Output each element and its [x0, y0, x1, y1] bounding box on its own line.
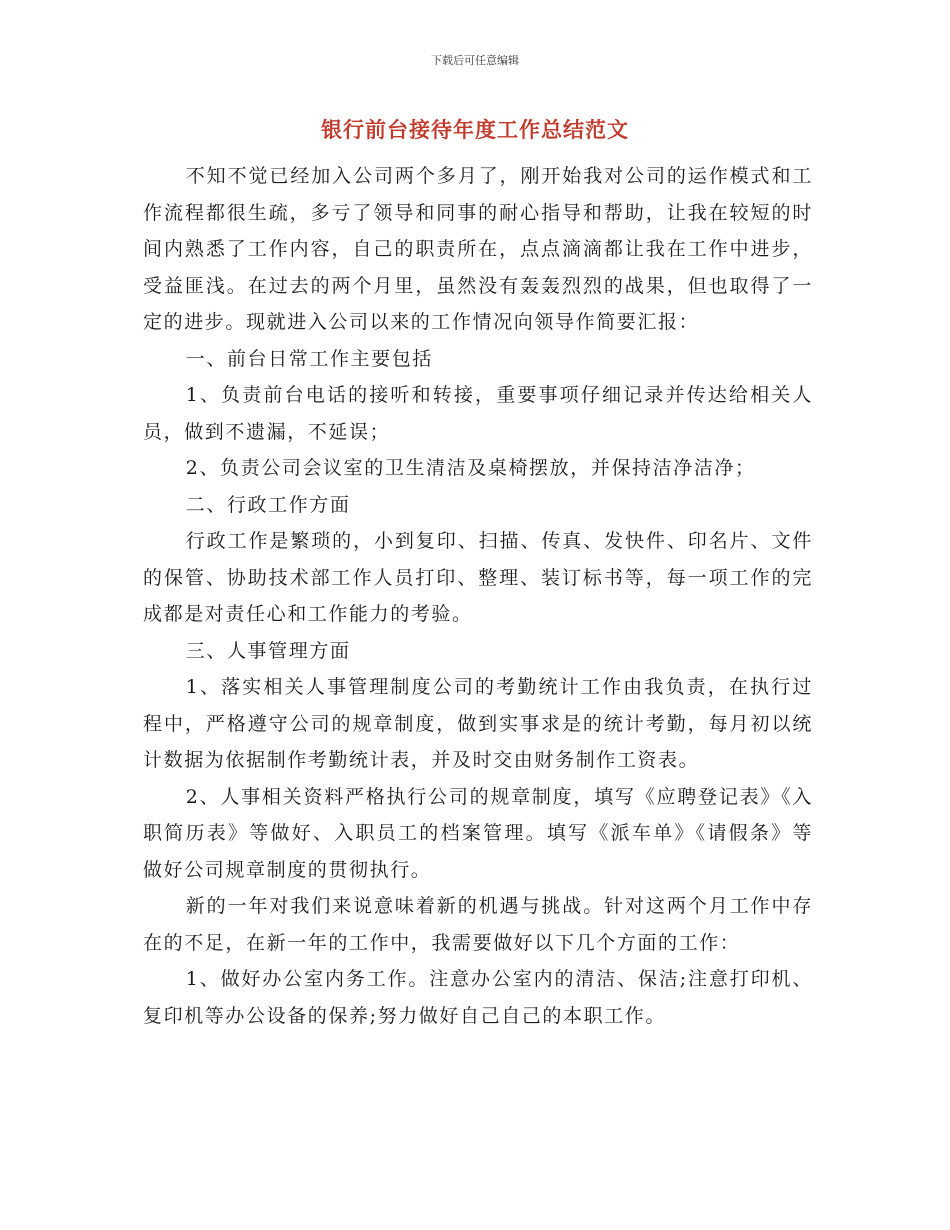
document-body — [143, 158, 813, 1034]
paragraph-3-2: 2、人事相关资料严格执行公司的规章制度，填写《应聘登记表》《入职简历表》等做好、入职员工的档案管理。填写《派车单》《请假条》等做好公司规章制度的贯彻执行。 — [143, 785, 813, 881]
section-heading-3: 三、人事管理方面 — [185, 639, 351, 662]
paragraph-3-1: 1、落实相关人事管理制度公司的考勤统计工作由我负责，在执行过程中，严格遵守公司的规章制度，做到实事求是的统计考勤，每月初以统计数据为依据制作考勤统计表，并及时交由财务制作工资表。 — [143, 676, 813, 771]
paragraph-1-1: 1、负责前台电话的接听和转接，重要事项仔细记录并传达给相关人员，做到不遗漏，不延误； — [143, 384, 813, 443]
paragraph-plan-1: 1、做好办公室内务工作。注意办公室内的清洁、保洁;注意打印机、复印机等办公设备的保养;努力做好自己自己的本职工作。 — [143, 968, 813, 1027]
page-header: 下载后可任意编辑 — [431, 54, 519, 67]
paragraph-2: 行政工作是繁琐的，小到复印、扫描、传真、发快件、印名片、文件的保管、协助技术部工作人员打印、整理、装订标书等，每一项工作的完成都是对责任心和工作能力的考验。 — [143, 530, 813, 625]
section-heading-1: 一、前台日常工作主要包括 — [185, 347, 433, 370]
section-heading-2: 二、行政工作方面 — [185, 493, 351, 516]
paragraph-intro: 不知不觉已经加入公司两个多月了，刚开始我对公司的运作模式和工作流程都很生疏，多亏了领导和同事的耐心指导和帮助，让我在较短的时间内熟悉了工作内容，自己的职责所在，点点滴滴都让我在工作中进步，受益匪浅。在过去的两个月里，虽然没有轰轰烈烈的战果，但也取得了一定的进步。现就进入公司以来的工作情况向领导作简要汇报： — [143, 165, 813, 333]
paragraph-1-2: 2、负责公司会议室的卫生清洁及桌椅摆放，并保持洁净洁净； — [185, 457, 756, 479]
document-title: 银行前台接待年度工作总结范文 — [321, 118, 629, 142]
paragraph-new-year: 新的一年对我们来说意味着新的机遇与挑战。针对这两个月工作中存在的不足，在新一年的工作中，我需要做好以下几个方面的工作： — [143, 895, 813, 954]
